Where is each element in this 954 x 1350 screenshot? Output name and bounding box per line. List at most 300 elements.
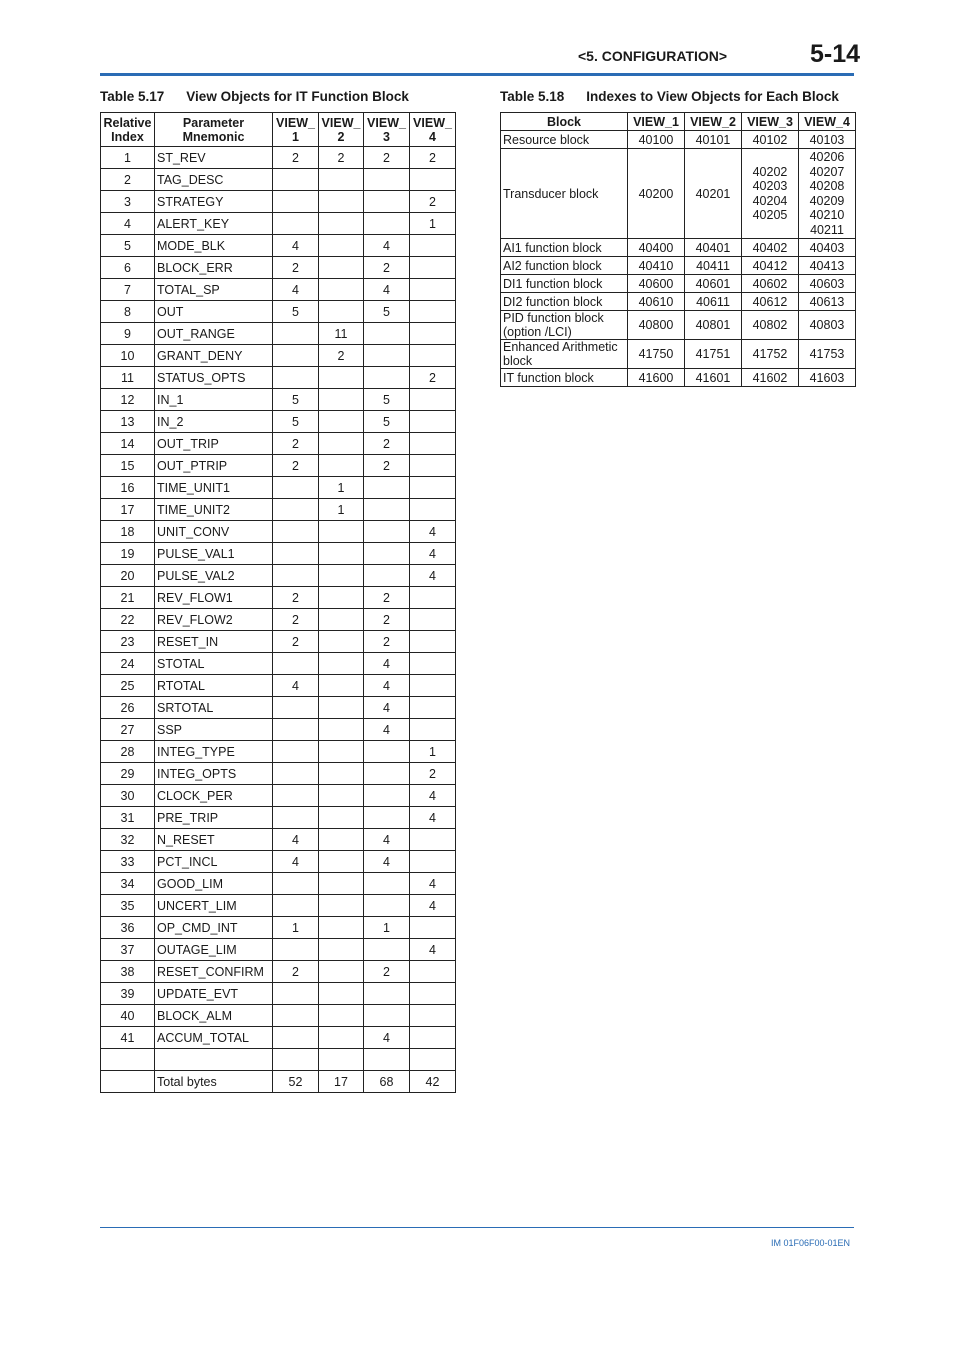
table-cell: 40610 [628, 293, 685, 311]
table-cell: STATUS_OPTS [155, 367, 273, 389]
table-cell: DI1 function block [501, 275, 628, 293]
table-cell: 2 [273, 631, 319, 653]
table-cell [273, 939, 319, 961]
table-cell [273, 213, 319, 235]
table-cell: 40400 [628, 239, 685, 257]
table-cell [410, 631, 456, 653]
table-cell: 21 [101, 587, 155, 609]
table-cell [273, 873, 319, 895]
table18-header-cell: VIEW_2 [685, 113, 742, 131]
table-cell: AI1 function block [501, 239, 628, 257]
table-cell [410, 301, 456, 323]
table-row [101, 1027, 456, 1049]
table-cell [319, 983, 364, 1005]
table-cell: 11 [101, 367, 155, 389]
table-cell: STRATEGY [155, 191, 273, 213]
table18-body [501, 131, 856, 387]
table-row [101, 213, 456, 235]
table-cell [364, 1005, 410, 1027]
table-cell: 40200 [628, 149, 685, 239]
table-cell: 40201 [685, 149, 742, 239]
table-cell: 41603 [799, 369, 856, 387]
table-cell [364, 565, 410, 587]
table-cell: 4 [410, 565, 456, 587]
table-cell: DI2 function block [501, 293, 628, 311]
table-cell: 17 [319, 1071, 364, 1093]
table-cell [101, 1071, 155, 1093]
table-cell [319, 543, 364, 565]
table-cell: PRE_TRIP [155, 807, 273, 829]
table-cell: 41752 [742, 340, 799, 369]
table-cell: 18 [101, 521, 155, 543]
table17-number: Table 5.17 [100, 89, 165, 104]
table-cell: 41600 [628, 369, 685, 387]
table-cell: 40401 [685, 239, 742, 257]
table-cell: Transducer block [501, 149, 628, 239]
table-cell: 40413 [799, 257, 856, 275]
table-cell: PCT_INCL [155, 851, 273, 873]
table-row [101, 807, 456, 829]
table-row [101, 191, 456, 213]
table-cell: 40600 [628, 275, 685, 293]
table-row [101, 1049, 456, 1071]
table-cell: 2 [319, 345, 364, 367]
table-row [101, 433, 456, 455]
table-cell: 31 [101, 807, 155, 829]
table-cell: 5 [364, 411, 410, 433]
table18-title: Indexes to View Objects for Each Block [586, 89, 839, 104]
table-cell: 4 [273, 279, 319, 301]
table-cell [273, 367, 319, 389]
table-cell: RESET_CONFIRM [155, 961, 273, 983]
table-cell: 4 [273, 829, 319, 851]
table-row [101, 983, 456, 1005]
table-cell: PULSE_VAL2 [155, 565, 273, 587]
table-cell [319, 829, 364, 851]
table-cell: 2 [273, 147, 319, 169]
table-row [101, 939, 456, 961]
table-row [101, 477, 456, 499]
table-cell: 40100 [628, 131, 685, 149]
table-cell [364, 367, 410, 389]
table-cell: 37 [101, 939, 155, 961]
table-row [101, 367, 456, 389]
table-cell: 52 [273, 1071, 319, 1093]
table-cell: 5 [364, 301, 410, 323]
table-cell [155, 1049, 273, 1071]
table-cell: 9 [101, 323, 155, 345]
table-cell [319, 455, 364, 477]
table-row [101, 543, 456, 565]
table-row [101, 895, 456, 917]
table-cell: 2 [273, 587, 319, 609]
table-cell [410, 433, 456, 455]
table-cell [410, 1027, 456, 1049]
table18-caption [500, 89, 839, 104]
table-row [101, 565, 456, 587]
table-cell: OP_CMD_INT [155, 917, 273, 939]
table-cell: 23 [101, 631, 155, 653]
table-cell [273, 565, 319, 587]
table-cell: 40602 [742, 275, 799, 293]
table-cell [319, 1027, 364, 1049]
table-cell: 2 [364, 609, 410, 631]
table-row [501, 340, 856, 369]
table-cell: SSP [155, 719, 273, 741]
table-cell: Total bytes [155, 1071, 273, 1093]
table-cell: 40601 [685, 275, 742, 293]
table-cell [364, 169, 410, 191]
table-cell [364, 983, 410, 1005]
table-cell: PULSE_VAL1 [155, 543, 273, 565]
table17-header-cell: Relative Index [101, 113, 155, 147]
table-cell: AI2 function block [501, 257, 628, 275]
table-row [101, 741, 456, 763]
table-cell [319, 301, 364, 323]
table-cell: 41602 [742, 369, 799, 387]
table-cell: 1 [319, 499, 364, 521]
table-cell [319, 741, 364, 763]
table-cell [410, 829, 456, 851]
table18-number: Table 5.18 [500, 89, 565, 104]
table-cell: 40101 [685, 131, 742, 149]
table-row [501, 293, 856, 311]
table-cell: 1 [273, 917, 319, 939]
document-id: IM 01F06F00-01EN [771, 1238, 851, 1248]
table-cell [319, 1049, 364, 1071]
table-cell [364, 345, 410, 367]
table-cell: 10 [101, 345, 155, 367]
table-row [101, 851, 456, 873]
table-cell: 39 [101, 983, 155, 1005]
table-cell: 2 [364, 587, 410, 609]
table-cell [273, 521, 319, 543]
table-cell: 4 [410, 785, 456, 807]
table-cell: UNIT_CONV [155, 521, 273, 543]
table-cell: OUTAGE_LIM [155, 939, 273, 961]
table-row [501, 275, 856, 293]
table-cell [319, 873, 364, 895]
table-cell: SRTOTAL [155, 697, 273, 719]
table-cell: REV_FLOW1 [155, 587, 273, 609]
table-cell [319, 851, 364, 873]
table-row [101, 345, 456, 367]
table-cell [319, 609, 364, 631]
table-cell [273, 653, 319, 675]
table-cell [319, 433, 364, 455]
table-cell: 2 [273, 609, 319, 631]
table-cell: N_RESET [155, 829, 273, 851]
table-cell [319, 235, 364, 257]
table-cell [410, 499, 456, 521]
table-cell: 1 [410, 741, 456, 763]
table-cell: 4 [410, 543, 456, 565]
table-row [101, 323, 456, 345]
table-cell [273, 543, 319, 565]
table-cell: 4 [364, 653, 410, 675]
table18-header-row [501, 113, 856, 131]
table-cell [410, 1005, 456, 1027]
table-cell [410, 455, 456, 477]
table-cell: 41750 [628, 340, 685, 369]
table-cell [319, 411, 364, 433]
table-cell: 5 [364, 389, 410, 411]
page-number: 5-14 [810, 40, 861, 68]
table-cell: 1 [101, 147, 155, 169]
table-cell [273, 983, 319, 1005]
table-row [101, 829, 456, 851]
table-cell [273, 895, 319, 917]
table-row [101, 719, 456, 741]
table-cell: 40800 [628, 311, 685, 340]
table-cell [364, 499, 410, 521]
table-cell: 14 [101, 433, 155, 455]
table-cell: 27 [101, 719, 155, 741]
table-cell: 7 [101, 279, 155, 301]
table-cell: 29 [101, 763, 155, 785]
table-cell [101, 1049, 155, 1071]
table-cell: 41753 [799, 340, 856, 369]
table-cell [410, 983, 456, 1005]
table18-header-cell: VIEW_4 [799, 113, 856, 131]
header-rule [100, 73, 854, 76]
table-cell: 19 [101, 543, 155, 565]
table-cell [364, 191, 410, 213]
table-cell: 4 [410, 939, 456, 961]
table-row [101, 235, 456, 257]
table-cell: UNCERT_LIM [155, 895, 273, 917]
table-cell [319, 719, 364, 741]
table-cell: IN_2 [155, 411, 273, 433]
table-cell: PID function block (option /LCI) [501, 311, 628, 340]
table-cell: 2 [364, 257, 410, 279]
table-cell: ST_REV [155, 147, 273, 169]
table-cell [364, 323, 410, 345]
table-cell: 41751 [685, 340, 742, 369]
table-cell: 4 [410, 521, 456, 543]
table17-header-cell: VIEW_ 1 [273, 113, 319, 147]
table-cell [410, 851, 456, 873]
table-row [101, 1071, 456, 1093]
table17-header-cell: Parameter Mnemonic [155, 113, 273, 147]
table-cell: 42 [410, 1071, 456, 1093]
table-row [101, 631, 456, 653]
table-cell: BLOCK_ALM [155, 1005, 273, 1027]
table-cell: 26 [101, 697, 155, 719]
table-cell: 40611 [685, 293, 742, 311]
table-row [101, 785, 456, 807]
table-cell: 22 [101, 609, 155, 631]
table-cell: 68 [364, 1071, 410, 1093]
table-row [101, 455, 456, 477]
table-row [501, 369, 856, 387]
table-cell [410, 697, 456, 719]
table-cell: 40801 [685, 311, 742, 340]
view-index-table [500, 112, 856, 387]
table-cell: INTEG_OPTS [155, 763, 273, 785]
table-cell: 4 [364, 675, 410, 697]
table-cell [273, 323, 319, 345]
table-cell: 40206 40207 40208 40209 40210 40211 [799, 149, 856, 239]
table-row [101, 609, 456, 631]
table-cell [410, 169, 456, 191]
table-cell [364, 1049, 410, 1071]
table-cell: INTEG_TYPE [155, 741, 273, 763]
table-cell: 40603 [799, 275, 856, 293]
table-row [101, 653, 456, 675]
table-cell: 2 [410, 147, 456, 169]
table-cell [273, 499, 319, 521]
table-cell: 2 [364, 631, 410, 653]
table-cell [364, 741, 410, 763]
table-cell [273, 807, 319, 829]
table-cell: 40403 [799, 239, 856, 257]
table-cell: 11 [319, 323, 364, 345]
table-cell [410, 389, 456, 411]
table-cell: ALERT_KEY [155, 213, 273, 235]
table-cell: 2 [364, 147, 410, 169]
table-cell [410, 609, 456, 631]
table-row [101, 147, 456, 169]
table17-header-cell: VIEW_ 3 [364, 113, 410, 147]
table-row [101, 587, 456, 609]
section-header: <5. CONFIGURATION> [578, 48, 728, 64]
table-cell [410, 1049, 456, 1071]
table-cell: 2 [410, 367, 456, 389]
table-row [101, 697, 456, 719]
table-cell: 1 [364, 917, 410, 939]
table-row [501, 311, 856, 340]
table-cell [364, 939, 410, 961]
table-cell: 40613 [799, 293, 856, 311]
table-row [101, 257, 456, 279]
table-cell [364, 785, 410, 807]
table-cell [319, 917, 364, 939]
table-cell: 41601 [685, 369, 742, 387]
table-cell [410, 411, 456, 433]
table-cell: 2 [410, 763, 456, 785]
table-cell [319, 653, 364, 675]
table-cell: 34 [101, 873, 155, 895]
table-row [101, 763, 456, 785]
table18-header-cell: Block [501, 113, 628, 131]
table17-header-cell: VIEW_ 2 [319, 113, 364, 147]
table-cell [410, 477, 456, 499]
table-cell: 4 [410, 895, 456, 917]
table-cell: 2 [364, 961, 410, 983]
table-row [501, 149, 856, 239]
table-cell [410, 587, 456, 609]
table-cell [273, 697, 319, 719]
table-cell: 4 [273, 675, 319, 697]
table-cell [364, 807, 410, 829]
table-row [101, 521, 456, 543]
table-cell [364, 895, 410, 917]
table-row [101, 873, 456, 895]
table-row [101, 301, 456, 323]
table-cell [319, 763, 364, 785]
table-row [101, 675, 456, 697]
table-cell: 4 [410, 873, 456, 895]
table-cell [273, 719, 319, 741]
table-cell: REV_FLOW2 [155, 609, 273, 631]
table-cell: 4 [364, 279, 410, 301]
table-cell [273, 1005, 319, 1027]
table-cell: 41 [101, 1027, 155, 1049]
table-cell [410, 345, 456, 367]
table-cell: 33 [101, 851, 155, 873]
table18-header-cell: VIEW_3 [742, 113, 799, 131]
table-cell [273, 741, 319, 763]
table-cell: STOTAL [155, 653, 273, 675]
table-cell [410, 279, 456, 301]
table-cell [410, 323, 456, 345]
table-cell: 5 [273, 411, 319, 433]
table-cell [319, 807, 364, 829]
table-cell [273, 763, 319, 785]
table-cell [273, 169, 319, 191]
table-cell: OUT_PTRIP [155, 455, 273, 477]
table-cell [319, 785, 364, 807]
table-cell [410, 653, 456, 675]
table-cell: 8 [101, 301, 155, 323]
footer-rule [100, 1227, 854, 1228]
table17-header-row [101, 113, 456, 147]
table-cell [273, 191, 319, 213]
table-cell [273, 785, 319, 807]
table-cell: OUT_RANGE [155, 323, 273, 345]
table-cell [410, 719, 456, 741]
table-cell: GOOD_LIM [155, 873, 273, 895]
table-cell: OUT [155, 301, 273, 323]
table-cell: 40803 [799, 311, 856, 340]
table-cell: 2 [273, 433, 319, 455]
table-cell [319, 697, 364, 719]
table-cell: 5 [101, 235, 155, 257]
table-cell: CLOCK_PER [155, 785, 273, 807]
table-cell [319, 961, 364, 983]
table-cell [273, 345, 319, 367]
table-cell [410, 917, 456, 939]
table-cell: 4 [364, 719, 410, 741]
table-cell: GRANT_DENY [155, 345, 273, 367]
table-cell: 40411 [685, 257, 742, 275]
table-cell [319, 631, 364, 653]
table-cell: 15 [101, 455, 155, 477]
table-cell: OUT_TRIP [155, 433, 273, 455]
table-cell: 2 [273, 961, 319, 983]
table-row [101, 279, 456, 301]
table-cell: TIME_UNIT1 [155, 477, 273, 499]
table-cell: 28 [101, 741, 155, 763]
table-cell: 35 [101, 895, 155, 917]
table-cell: 2 [101, 169, 155, 191]
table-cell [319, 169, 364, 191]
table-cell: TOTAL_SP [155, 279, 273, 301]
table-row [501, 239, 856, 257]
table-cell: 4 [364, 1027, 410, 1049]
table18-header-cell: VIEW_1 [628, 113, 685, 131]
table-row [501, 257, 856, 275]
table-cell: 40412 [742, 257, 799, 275]
table-cell: TIME_UNIT2 [155, 499, 273, 521]
table-cell [319, 1005, 364, 1027]
table-cell: TAG_DESC [155, 169, 273, 191]
table-cell [273, 477, 319, 499]
table-cell [319, 191, 364, 213]
table-cell: RTOTAL [155, 675, 273, 697]
table-row [101, 1005, 456, 1027]
